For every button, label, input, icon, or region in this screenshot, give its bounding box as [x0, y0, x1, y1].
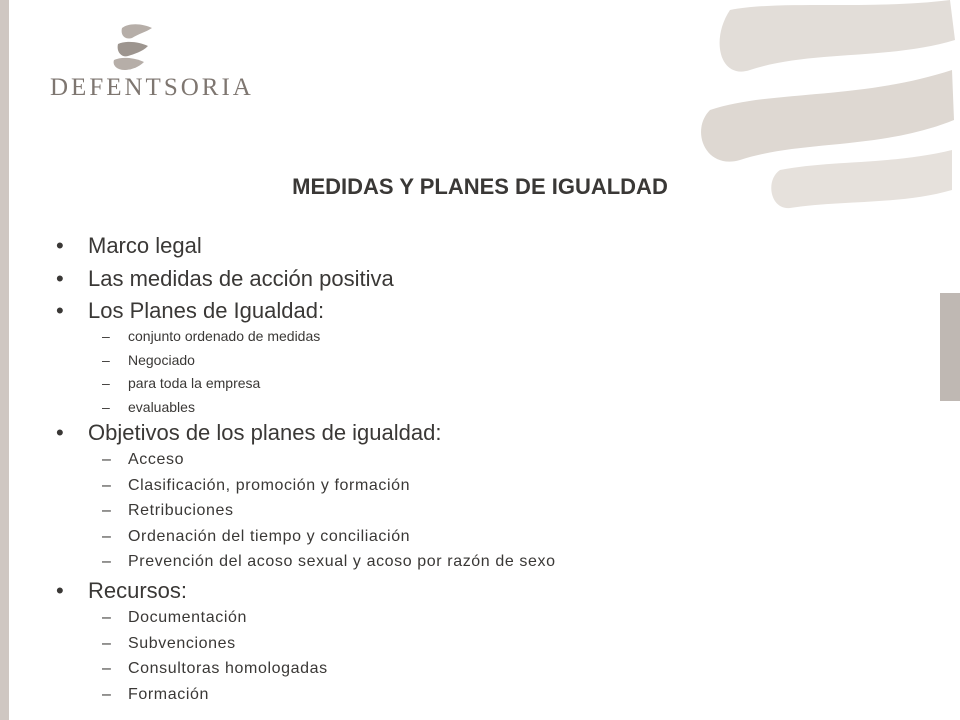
sub-bullet-label: para toda la empresa	[128, 375, 261, 391]
dash-icon: –	[102, 685, 112, 703]
bullet-item	[56, 420, 441, 446]
dash-icon: –	[102, 553, 112, 570]
bullet-item	[56, 233, 202, 259]
sub-bullet-item	[102, 609, 247, 627]
sub-bullet-label: Documentación	[128, 609, 247, 626]
sub-bullet-label: Clasificación, promoción y formación	[128, 476, 411, 494]
sub-bullet-item	[102, 686, 209, 704]
slide-title: MEDIDAS Y PLANES DE IGUALDAD	[292, 174, 668, 199]
bullet-icon: •	[56, 420, 64, 445]
dash-icon: –	[102, 609, 112, 626]
right-decor-tab	[940, 293, 960, 401]
sub-bullet-item	[102, 328, 320, 344]
dash-icon: –	[102, 527, 112, 545]
bullet-item-label: Objetivos de los planes de igualdad:	[88, 420, 442, 445]
dash-icon: –	[102, 398, 110, 415]
logo-wordmark: DEFENTSORIA	[50, 74, 254, 101]
sub-bullet-label: Subvenciones	[128, 634, 236, 652]
bullet-item-label: Las medidas de acción positiva	[88, 266, 394, 291]
bullet-icon: •	[56, 298, 64, 323]
sub-bullet-label: Consultoras homologadas	[128, 660, 328, 677]
bullet-icon: •	[56, 266, 64, 291]
dash-icon: –	[102, 451, 112, 468]
sub-bullet-label: Acceso	[128, 451, 185, 468]
dash-icon: –	[102, 476, 112, 494]
logo-mark-icon	[110, 22, 156, 72]
dash-icon: –	[102, 634, 112, 652]
sub-bullet-label: evaluables	[128, 398, 195, 415]
sub-bullet-item	[102, 477, 410, 495]
sub-bullet-label: Prevención del acoso sexual y acoso por razón de sexo	[128, 553, 556, 570]
bullet-item-label: Marco legal	[88, 233, 202, 258]
bullet-item-label: Los Planes de Igualdad:	[88, 298, 325, 323]
bullet-icon: •	[56, 578, 64, 603]
sub-bullet-item	[102, 635, 236, 653]
sub-bullet-label: Formación	[128, 685, 209, 703]
sub-bullet-label: conjunto ordenado de medidas	[128, 328, 321, 344]
sub-bullet-label: Retribuciones	[128, 502, 234, 519]
sub-bullet-item	[102, 352, 195, 368]
logo	[50, 22, 254, 102]
sub-bullet-item	[102, 375, 260, 391]
dash-icon: –	[102, 502, 112, 519]
sub-bullet-item	[102, 502, 234, 520]
sub-bullet-label: Negociado	[128, 351, 195, 368]
sub-bullet-item	[102, 451, 184, 469]
bullet-item	[56, 578, 187, 604]
sub-bullet-item	[102, 553, 556, 571]
left-decor-bar	[0, 0, 9, 720]
sub-bullet-label: Ordenación del tiempo y conciliación	[128, 527, 411, 545]
sub-bullet-item	[102, 528, 410, 546]
bullet-icon: •	[56, 233, 64, 258]
bullet-item	[56, 266, 394, 292]
dash-icon: –	[102, 328, 110, 344]
sub-bullet-item	[102, 399, 195, 415]
bullet-item	[56, 298, 324, 324]
dash-icon: –	[102, 375, 110, 391]
sub-bullet-item	[102, 660, 328, 678]
bullet-item-label: Recursos:	[88, 578, 188, 603]
dash-icon: –	[102, 660, 112, 677]
dash-icon: –	[102, 351, 110, 368]
